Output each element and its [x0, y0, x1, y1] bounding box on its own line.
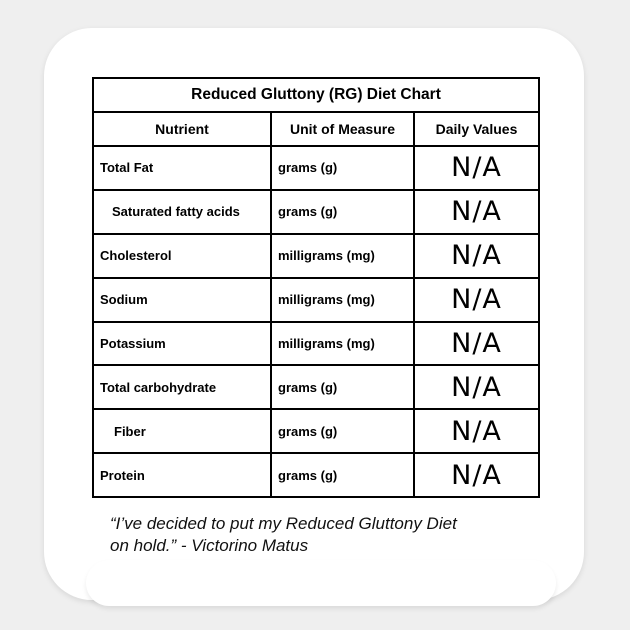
daily-value: N/A — [414, 409, 539, 453]
unit-of-measure: milligrams (mg) — [271, 322, 414, 366]
nutrient-name: Sodium — [93, 278, 271, 322]
nutrient-name: Fiber — [93, 409, 271, 453]
header-unit: Unit of Measure — [271, 112, 414, 146]
unit-of-measure: grams (g) — [271, 453, 414, 497]
daily-value: N/A — [414, 453, 539, 497]
diet-chart-table — [92, 77, 540, 498]
nutrient-name: Saturated fatty acids — [93, 190, 271, 234]
daily-value: N/A — [414, 190, 539, 234]
header-daily-values: Daily Values — [414, 112, 539, 146]
table-row — [93, 453, 539, 497]
nutrient-name: Protein — [93, 453, 271, 497]
unit-of-measure: grams (g) — [271, 190, 414, 234]
unit-of-measure: milligrams (mg) — [271, 278, 414, 322]
nutrient-name: Potassium — [93, 322, 271, 366]
daily-value: N/A — [414, 322, 539, 366]
unit-of-measure: grams (g) — [271, 365, 414, 409]
quote — [110, 513, 530, 557]
daily-value: N/A — [414, 365, 539, 409]
quote-line-2: on hold.” - Victorino Matus — [110, 536, 309, 555]
unit-of-measure: grams (g) — [271, 409, 414, 453]
sticker-background-tail — [86, 560, 556, 606]
daily-value: N/A — [414, 146, 539, 190]
header-nutrient: Nutrient — [93, 112, 271, 146]
quote-line-1: “I’ve decided to put my Reduced Gluttony Diet — [110, 514, 457, 533]
table-row — [93, 409, 539, 453]
daily-value: N/A — [414, 278, 539, 322]
nutrient-name: Total Fat — [93, 146, 271, 190]
daily-value: N/A — [414, 234, 539, 278]
header-row — [93, 112, 539, 146]
table-row — [93, 146, 539, 190]
table-row — [93, 322, 539, 366]
nutrient-name: Total carbohydrate — [93, 365, 271, 409]
unit-of-measure: milligrams (mg) — [271, 234, 414, 278]
title-row — [93, 78, 539, 112]
table-row — [93, 278, 539, 322]
table-row — [93, 234, 539, 278]
nutrient-name: Cholesterol — [93, 234, 271, 278]
table-row — [93, 190, 539, 234]
table-row — [93, 365, 539, 409]
chart-title: Reduced Gluttony (RG) Diet Chart — [93, 78, 539, 112]
unit-of-measure: grams (g) — [271, 146, 414, 190]
